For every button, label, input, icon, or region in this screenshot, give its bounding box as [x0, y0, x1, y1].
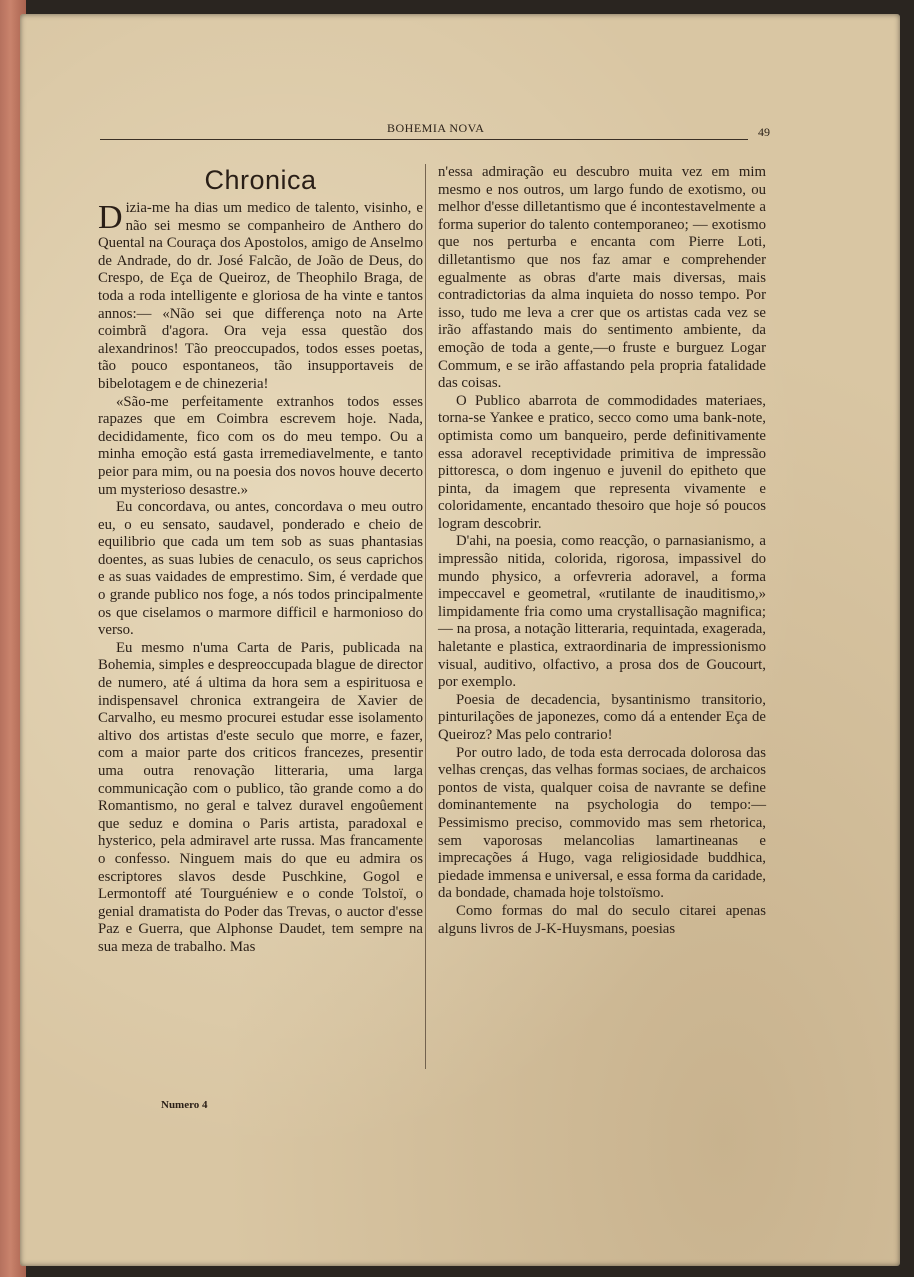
header-rule: [100, 139, 748, 140]
page-number: 49: [758, 125, 770, 139]
left-column: [98, 164, 423, 957]
article-title: Chronica: [204, 165, 317, 195]
running-title: BOHEMIA NOVA: [387, 121, 485, 135]
paragraph-text: izia-me ha dias um medico de talento, visinho, e não sei mesmo se companheiro de Anthero do Quental na Couraça dos Apostolos, amigo de Anselmo de Andrade, do dr. José Falcão, de João de Deus, do Crespo, de Eça de Queiroz, de Theophilo Braga, de toda a roda intelligente e gloriosa de ha vinte e tantos annos:— «Não sei que differença noto na Arte coimbrã d'agora. Ora veja essa questão dos alexandrinos! Tão preoccupados, todos esses poetas, tão pouco espontaneos, tão insupportaveis de bibelotagem e de chinezeria!: [98, 200, 423, 392]
issue-number: Numero 4: [161, 1099, 208, 1111]
paragraph: Como formas do mal do seculo citarei apenas alguns livros de J-K-Huysmans, poesias: [438, 902, 766, 937]
book-page: [20, 14, 900, 1266]
paragraph: Por outro lado, de toda esta derrocada dolorosa das velhas crenças, das velhas formas sociaes, de archaicos pontos de vista, qualquer coisa de navrante se define dominantemente na psychologia do tempo:—Pessimismo preciso, commovido mas sem rhetorica, sem vaporosas melancolias lamartineanas e imprecações á Hugo, vaga religiosidade buddhica, piedade immensa e universal, e essa forma da caridade, da bondade, chamada hoje tolstoïsmo.: [438, 744, 766, 902]
paragraph: «São-me perfeitamente extranhos todos esses rapazes que em Coimbra escrevem hoje. Nada, decididamente, fico com os do meu tempo. Ou a minha emoção está gasta irremediavelmente, e tanto peior para mim, ou na poesia dos novos houve decerto um mysterioso desastre.»: [98, 393, 423, 498]
paragraph: [98, 200, 423, 394]
running-head: [140, 111, 790, 139]
paragraph: D'ahi, na poesia, como reacção, o parnasianismo, a impressão nitida, colorida, rigorosa, impassivel do mundo physico, a orfevreria adoravel, a forma impeccavel e geometral, «rutilante de inauditismo,» limpidamente fria como uma crystallisação magnifica; — na prosa, a notação litteraria, requintada, exagerada, haletante e plastica, extraordinaria de impressionismo visual, auditivo, olfactivo, a prosa dos de Goucourt, por exemplo.: [438, 533, 766, 691]
paragraph: n'essa admiração eu descubro muita vez em mim mesmo e nos outros, um largo fundo de exotismo, ou melhor d'esse dilletantismo que é incontestavelmente a forma superior do talento contemporaneo; — exotismo que nos perturba e encanta com Pierre Loti, dilletantismo que nos faz amar e comprehender egualmente as obras d'arte mais diversas, mais contradictorias da alma inquieta do nosso tempo. Por isso, tudo me leva a crer que os artistas cada vez se irão affastando mais do sentimento ambiente, da emoção de toda a gente,—o fruste e burguez Logar Commum, e se irão affastando pela propria fatalidade das coisas.: [438, 164, 766, 392]
right-column: [438, 164, 766, 938]
paragraph: Eu mesmo n'uma Carta de Paris, publicada na Bohemia, simples e despreoccupada blague de director de numero, até á ultima da hora sem a espirituosa e indispensavel chronica extrangeira de Xavier de Carvalho, eu mesmo procurei estudar esse isolamento altivo dos artistas d'este seculo que morre, e fazer, com a maior parte dos criticos francezes, presentir uma outra renovação litteraria, uma larga communicação com o publico, tão grande como a do Romantismo, no geral e talvez duravel engoûement que seduz e domina o Paris artista, paradoxal e hysterico, pela admiravel arte russa. Mas francamente o confesso. Ninguem mais do que eu admira os escriptores slavos desde Puschkine, Gogol e Lermontoff até Tourguéniew e o conde Tolstoï, o genial dramatista do Poder das Trevas, o auctor d'esse Paz e Guerra, que Alphonse Daudet, tem sempre na sua meza de trabalho. Mas: [98, 639, 423, 955]
paragraph: O Publico abarrota de commodidades materiaes, torna-se Yankee e pratico, secco como uma bank-note, optimista como um banqueiro, perde definitivamente essa adoravel receptividade primitiva de impressão pittoresca, o dom ingenuo e juvenil do epitheto que pinta, da imagem que representa vivamente e coloridamente, encantado thesoiro que hoje só poucos logram descobrir.: [438, 392, 766, 532]
drop-cap: D: [98, 199, 123, 236]
column-divider: [425, 164, 426, 1069]
paragraph: Eu concordava, ou antes, concordava o meu outro eu, o eu sensato, saudavel, ponderado e cheio de equilibrio que cada um tem sob as suas phantasias doentes, as suas lubies de cenaculo, os seus caprichos e as suas vaidades de emprestimo. Sim, é verdade que o grande publico nos foge, a nós todos principalmente os que ciselamos o marmore difficil e harmonioso do verso.: [98, 499, 423, 639]
paragraph: Poesia de decadencia, bysantinismo transitorio, pinturilações de japonezes, como dá a entender Eça de Queiroz? Mas pelo contrario!: [438, 691, 766, 743]
